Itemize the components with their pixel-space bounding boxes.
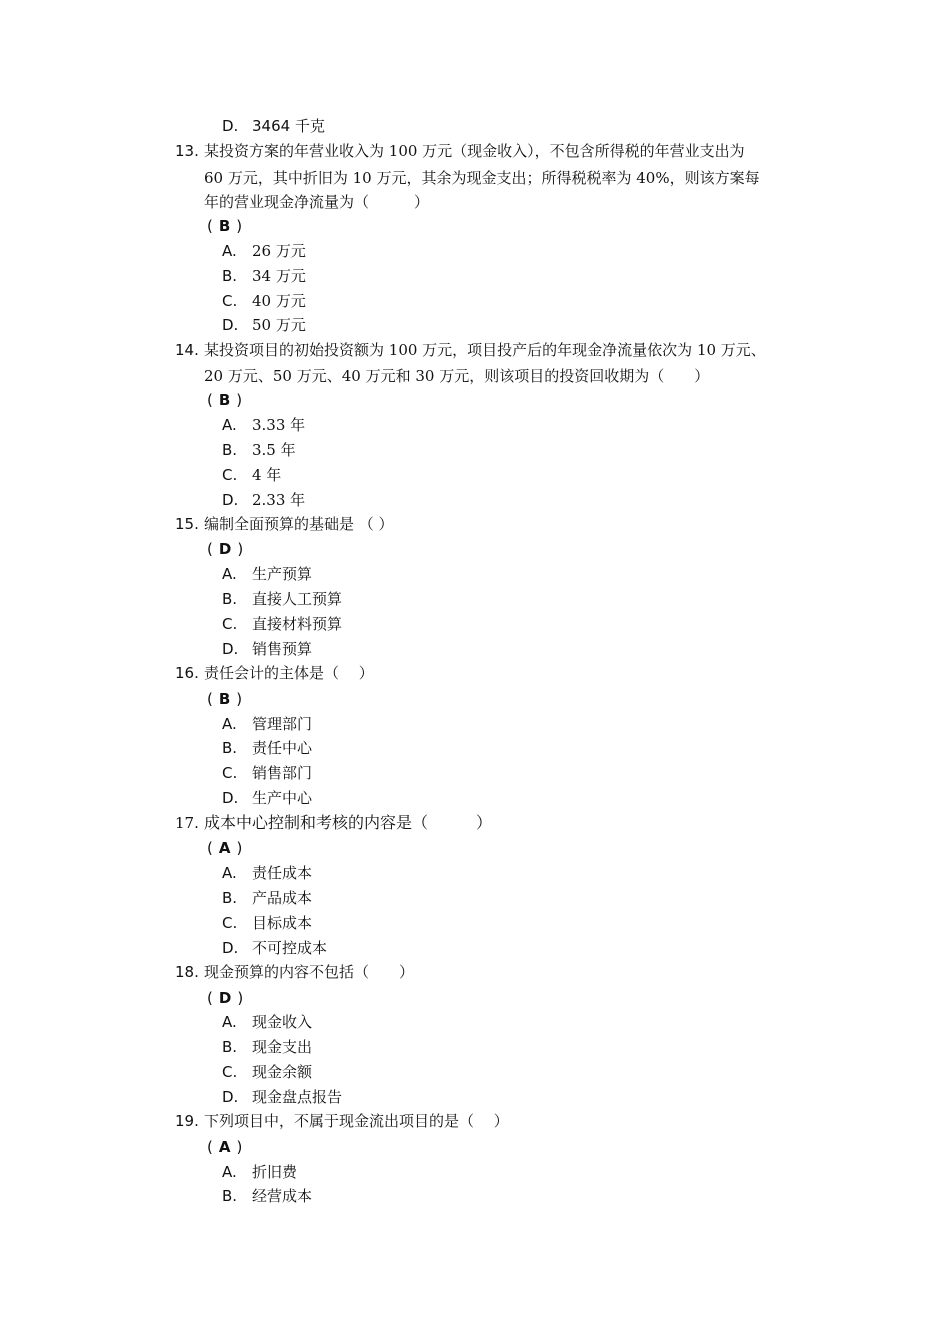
answer-mark: ( B ) (207, 391, 243, 409)
option-letter: A. (222, 242, 237, 260)
option-letter: D. (222, 316, 239, 334)
option-text: 26 万元 (252, 242, 306, 260)
question-text-line: 成本中心控制和考核的内容是（ ） (204, 813, 493, 832)
option-text: 2.33 年 (252, 491, 306, 509)
question-text-line: 责任会计的主体是（ ） (204, 664, 374, 682)
answer-letter: D (218, 540, 232, 558)
option-letter: B. (222, 1038, 238, 1056)
option-text: 销售部门 (252, 764, 313, 782)
question-number: 19. (175, 1112, 199, 1130)
answer-letter: A (218, 1138, 231, 1156)
option-text: 责任成本 (252, 864, 313, 882)
option-text: 责任中心 (252, 739, 313, 757)
question-text-line: 某投资项目的初始投资额为 100 万元，项目投产后的年现金净流量依次为 10 万元、 (204, 341, 766, 359)
option-letter: D. (222, 1088, 239, 1106)
answer-letter: D (218, 989, 232, 1007)
option-text: 现金余额 (252, 1063, 313, 1081)
option-letter: A. (222, 416, 237, 434)
option-text: 50 万元 (252, 316, 306, 334)
option-text: 直接人工预算 (252, 590, 343, 608)
question-number: 13. (175, 142, 199, 160)
question-text-line: 年的营业现金净流量为（ ） (204, 193, 430, 211)
answer-mark: ( A ) (207, 839, 243, 857)
question-text-line: 60 万元，其中折旧为 10 万元，其余为现金支出；所得税税率为 40%，则该方案每 (204, 169, 760, 187)
option-text: 经营成本 (252, 1187, 313, 1205)
question-text-line: 编制全面预算的基础是 （ ） (204, 515, 394, 533)
option-text: 现金盘点报告 (252, 1088, 343, 1106)
option-text: 现金支出 (252, 1038, 313, 1056)
option-letter: D. (222, 939, 239, 957)
option-text: 管理部门 (252, 715, 313, 733)
option-letter: B. (222, 267, 238, 285)
option-text: 3.5 年 (252, 441, 296, 459)
option-letter: C. (222, 764, 238, 782)
option-text: 目标成本 (252, 914, 313, 932)
question-text-line: 现金预算的内容不包括（ ） (204, 963, 415, 981)
option-letter: C. (222, 292, 238, 310)
question-number: 17. (175, 814, 199, 832)
option-text: 不可控成本 (252, 939, 328, 957)
question-text-line: 某投资方案的年营业收入为 100 万元（现金收入），不包含所得税的年营业支出为 (204, 142, 745, 160)
option-letter: C. (222, 1063, 238, 1081)
option-letter: B. (222, 739, 238, 757)
answer-mark: ( A ) (207, 1138, 243, 1156)
option-text: 产品成本 (252, 889, 313, 907)
answer-letter: B (218, 391, 231, 409)
answer-letter: B (218, 217, 231, 235)
option-text: 3.33 年 (252, 416, 306, 434)
question-text-line: 20 万元、50 万元、40 万元和 30 万元，则该项目的投资回收期为（ ） (204, 367, 710, 385)
question-number: 18. (175, 963, 199, 981)
option-letter: A. (222, 864, 237, 882)
question-text-line: 下列项目中，不属于现金流出项目的是（ ） (204, 1112, 509, 1130)
option-text: 34 万元 (252, 267, 306, 285)
option-letter: B. (222, 590, 238, 608)
option-letter: D. (222, 117, 239, 135)
option-letter: B. (222, 441, 238, 459)
option-letter: A. (222, 1013, 237, 1031)
answer-mark: ( B ) (207, 690, 243, 708)
answer-mark: ( D ) (207, 989, 244, 1007)
option-text: 折旧费 (252, 1163, 298, 1181)
option-text: 现金收入 (252, 1013, 313, 1031)
option-letter: A. (222, 1163, 237, 1181)
question-number: 14. (175, 341, 199, 359)
option-letter: A. (222, 565, 237, 583)
option-letter: D. (222, 491, 239, 509)
option-letter: D. (222, 640, 239, 658)
option-text: 生产中心 (252, 789, 313, 807)
question-number: 15. (175, 515, 199, 533)
option-letter: C. (222, 466, 238, 484)
answer-mark: ( B ) (207, 217, 243, 235)
option-text: 销售预算 (252, 640, 313, 658)
answer-letter: A (218, 839, 231, 857)
option-text: 生产预算 (252, 565, 313, 583)
answer-letter: B (218, 690, 231, 708)
option-text: 直接材料预算 (252, 615, 343, 633)
option-letter: C. (222, 615, 238, 633)
answer-mark: ( D ) (207, 540, 244, 558)
option-letter: B. (222, 889, 238, 907)
option-letter: B. (222, 1187, 238, 1205)
option-text: 3464 千克 (252, 117, 325, 135)
option-text: 4 年 (252, 466, 282, 484)
option-letter: C. (222, 914, 238, 932)
question-number: 16. (175, 664, 199, 682)
option-letter: A. (222, 715, 237, 733)
option-letter: D. (222, 789, 239, 807)
option-text: 40 万元 (252, 292, 306, 310)
